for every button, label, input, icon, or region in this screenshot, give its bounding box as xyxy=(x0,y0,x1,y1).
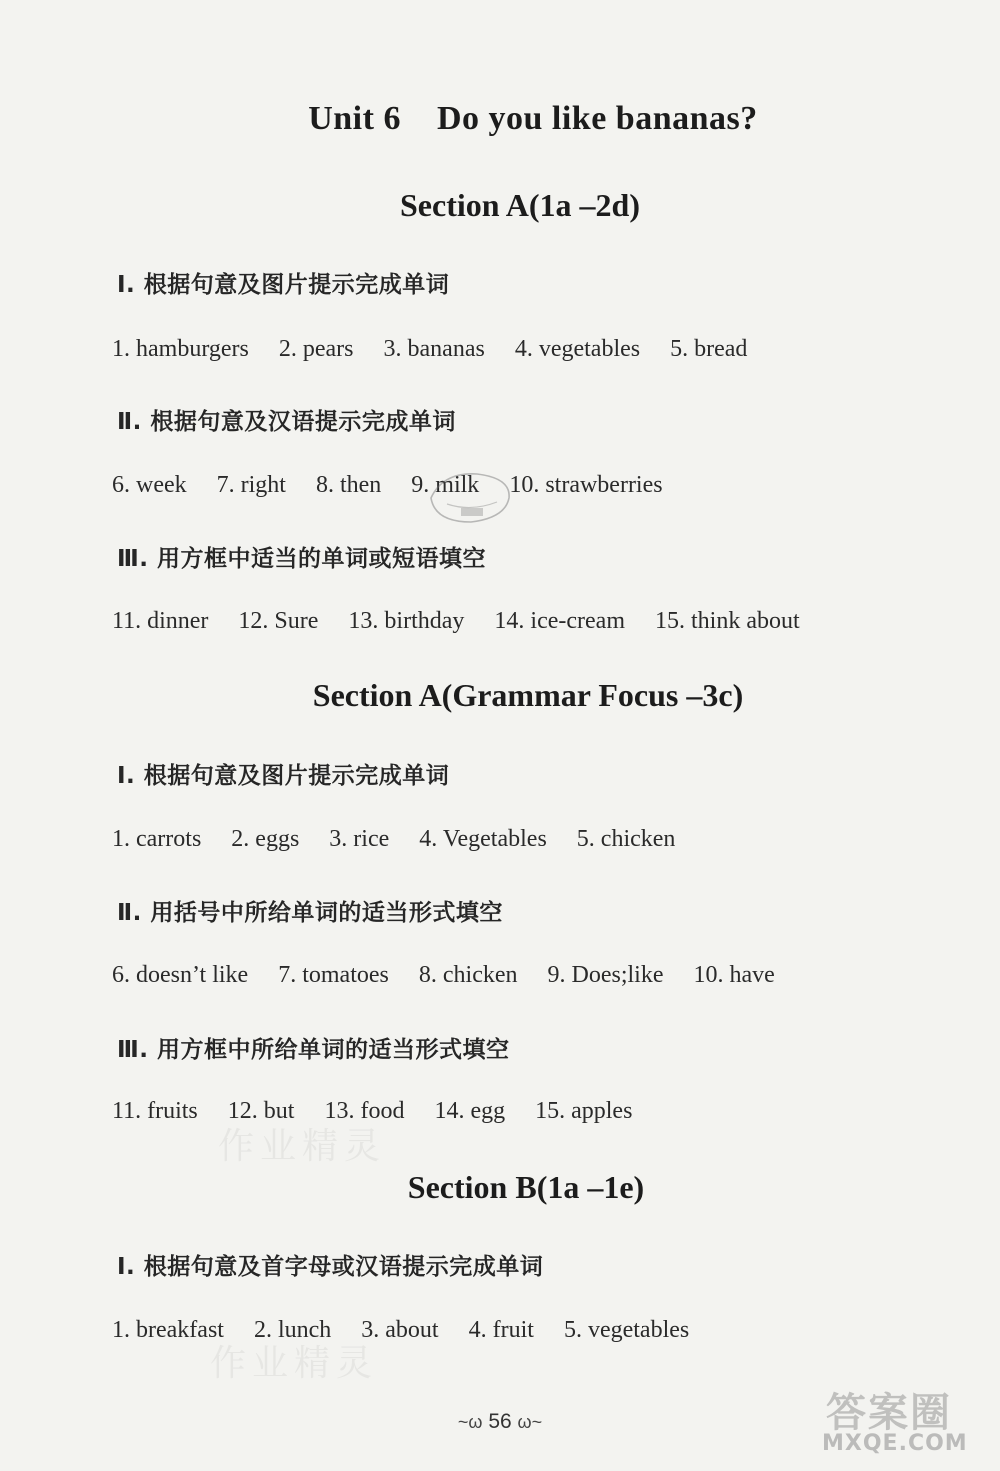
part-heading: Ⅰ. 根据句意及图片提示完成单词 xyxy=(117,763,450,789)
answer-item: 15. think about xyxy=(655,608,800,634)
answer-item: 15. apples xyxy=(535,1098,633,1124)
answer-item: 10. have xyxy=(693,962,775,988)
answer-item: 11. dinner xyxy=(112,608,209,634)
part-heading: Ⅰ. 根据句意及首字母或汉语提示完成单词 xyxy=(117,1254,544,1280)
part-heading: Ⅲ. 用方框中适当的单词或短语填空 xyxy=(117,546,486,572)
answer-row xyxy=(112,472,687,499)
answer-item: 8. then xyxy=(315,472,382,498)
site-logo-cn: 答案圈 xyxy=(826,1390,952,1436)
answer-item: 12. but xyxy=(227,1098,295,1124)
answer-item: 12. Sure xyxy=(238,608,319,634)
section-title: Section A(Grammar Focus –3c) xyxy=(312,677,744,713)
answer-item: 6. week xyxy=(112,472,187,498)
part-heading: Ⅱ. 用括号中所给单词的适当形式填空 xyxy=(117,900,503,926)
answer-item: 4. vegetables xyxy=(514,336,641,362)
answer-item: 2. pears xyxy=(278,336,354,362)
answer-item: 14. ice-cream xyxy=(494,608,625,634)
part-heading: Ⅱ. 根据句意及汉语提示完成单词 xyxy=(117,409,456,435)
swirl-left-icon: ~ω xyxy=(457,1411,483,1432)
answer-item: 14. egg xyxy=(434,1098,506,1124)
answer-item: 1. breakfast xyxy=(112,1317,224,1343)
answer-item: 5. vegetables xyxy=(563,1317,690,1343)
answer-item: 13. food xyxy=(324,1098,405,1124)
answer-item: 9. Does;like xyxy=(547,962,664,988)
answer-item: 9. milk xyxy=(411,472,480,498)
unit-title: Unit 6 Do you like bananas? xyxy=(308,100,758,137)
answer-item: 8. chicken xyxy=(418,962,518,988)
answer-item: 4. Vegetables xyxy=(419,826,547,852)
answer-row xyxy=(112,608,824,635)
answer-item: 3. bananas xyxy=(383,336,485,362)
section-title: Section B(1a –1e) xyxy=(407,1169,645,1205)
watermark: 作业精灵 xyxy=(218,1126,387,1167)
site-logo xyxy=(822,1381,992,1461)
section-title: Section A(1a –2d) xyxy=(400,187,640,223)
answer-row xyxy=(112,336,771,363)
answer-row xyxy=(112,1317,713,1344)
answer-row xyxy=(112,962,799,989)
answer-item: 2. eggs xyxy=(231,826,300,852)
answer-item: 4. fruit xyxy=(468,1317,534,1343)
page-number-text: 56 xyxy=(488,1410,512,1433)
swirl-right-icon: ω~ xyxy=(517,1411,543,1432)
part-heading: Ⅰ. 根据句意及图片提示完成单词 xyxy=(117,272,450,298)
answer-item: 3. rice xyxy=(329,826,390,852)
answer-item: 6. doesn’t like xyxy=(112,962,249,988)
answer-item: 11. fruits xyxy=(112,1098,198,1124)
answer-item: 1. carrots xyxy=(112,826,202,852)
answer-item: 13. birthday xyxy=(348,608,465,634)
answer-item: 7. tomatoes xyxy=(278,962,389,988)
site-logo-en: MXQE.COM xyxy=(822,1431,968,1456)
answer-item: 5. bread xyxy=(670,336,748,362)
answer-row xyxy=(112,826,699,853)
answer-item: 7. right xyxy=(216,472,286,498)
part-heading: Ⅲ. 用方框中所给单词的适当形式填空 xyxy=(117,1037,510,1063)
answer-item: 2. lunch xyxy=(253,1317,332,1343)
answer-item: 1. hamburgers xyxy=(112,336,249,362)
answer-item: 5. chicken xyxy=(576,826,676,852)
answer-item: 10. strawberries xyxy=(509,472,663,498)
answer-item: 3. about xyxy=(361,1317,439,1343)
watermark: 作业精灵 xyxy=(210,1343,379,1384)
